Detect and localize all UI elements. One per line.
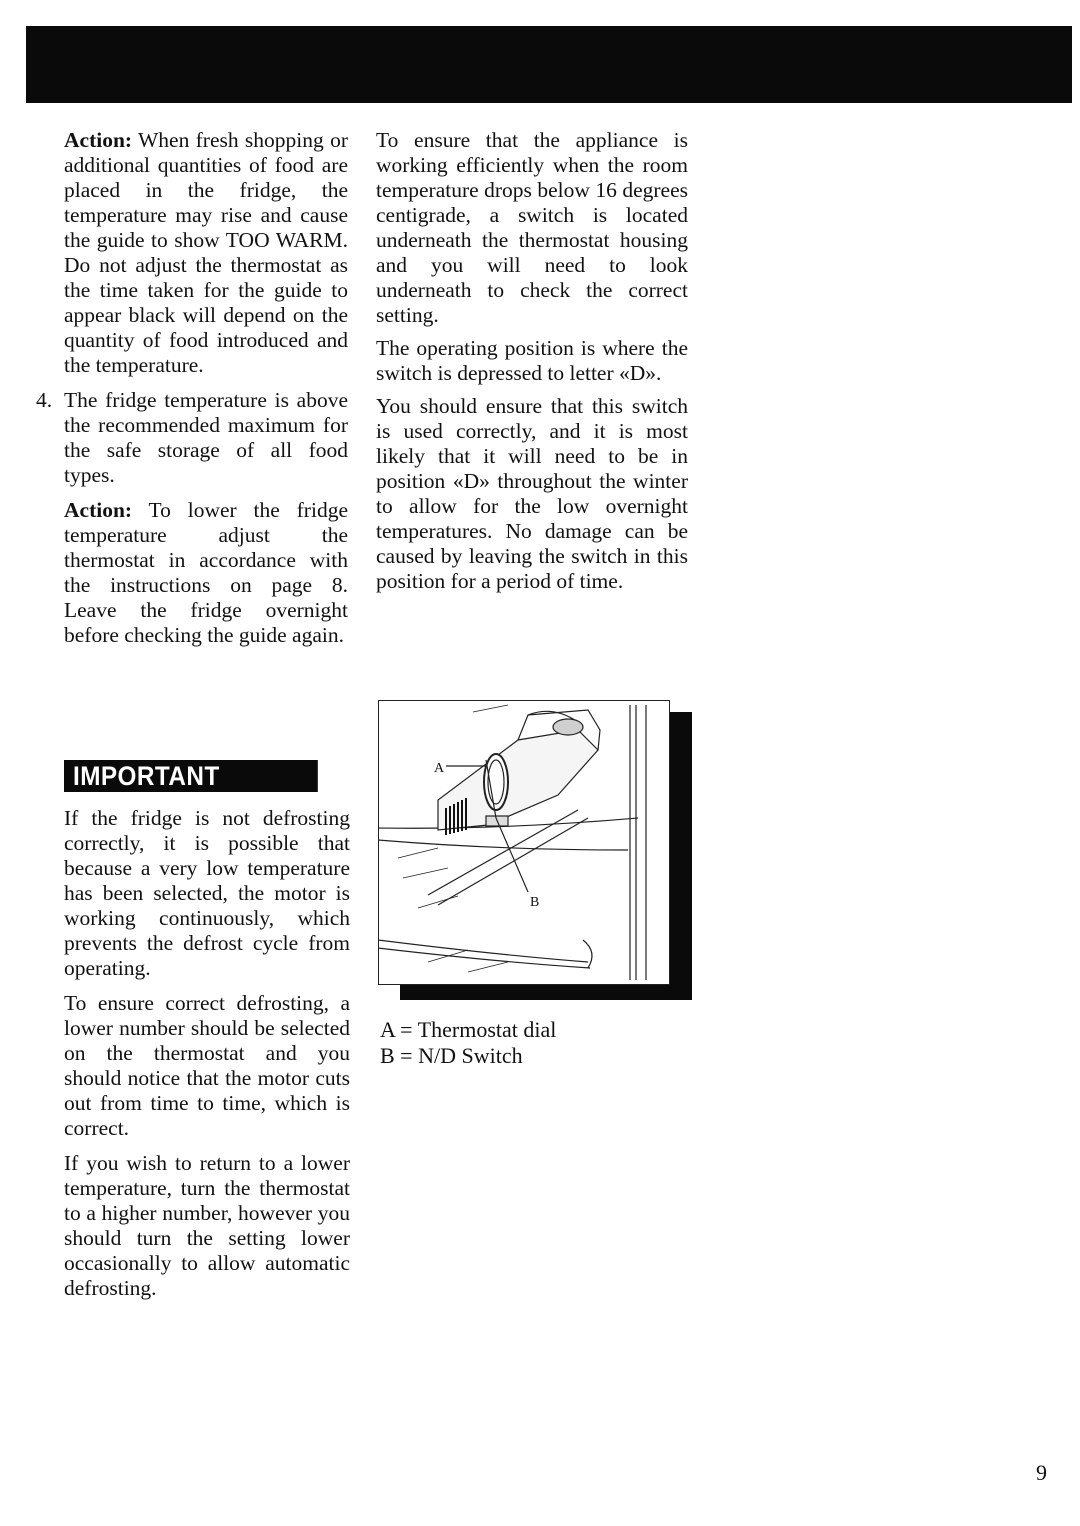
right-paragraph-2: The operating position is where the switch is depressed to letter «D». <box>376 336 688 385</box>
figure-label-a: A <box>434 761 445 776</box>
action-text: To lower the fridge temperature adjust the thermostat in accordance with the instructions on page 8. Leave the fridge overnight before checking the guide again. <box>64 498 348 647</box>
figure-legend <box>380 1017 556 1069</box>
item-number: 4. <box>36 388 53 412</box>
action-text: When fresh shopping or additional quantities of food are placed in the fridge, the temperature may rise and cause the guide to show TOO WARM. Do not adjust the thermostat as the time taken for the guide to appear black will depend on the quantity of food introduced and the temperature. <box>64 128 348 377</box>
thermostat-figure <box>378 700 692 1000</box>
important-paragraph-3: If you wish to return to a lower temperature, turn the thermostat to a higher number, however you should turn the setting lower occasionally to allow automatic defrosting. <box>64 1151 350 1300</box>
item-text: The fridge temperature is above the recommended maximum for the safe storage of all food types. <box>64 388 348 487</box>
right-column <box>376 128 688 602</box>
right-paragraph-1: To ensure that the appliance is working efficiently when the room temperature drops below 16 degrees centigrade, a switch is located underneath the thermostat housing and you will need to look underneath to check the correct setting. <box>376 128 688 327</box>
important-heading: IMPORTANT <box>64 760 318 792</box>
action-paragraph-1 <box>64 128 348 378</box>
important-section <box>64 806 350 1311</box>
numbered-item-4 <box>36 388 348 488</box>
legend-item-a: A = Thermostat dial <box>380 1017 557 1042</box>
important-paragraph-2: To ensure correct defrosting, a lower number should be selected on the thermostat and you should notice that the motor cuts out from time to time, which is correct. <box>64 991 350 1140</box>
thermostat-housing-illustration <box>378 700 670 985</box>
figure-label-b: B <box>530 895 540 910</box>
header-bar <box>26 26 1072 103</box>
left-column <box>36 128 348 658</box>
right-paragraph-3: You should ensure that this switch is used correctly, and it is most likely that it will need to be in position «D» throughout the winter to allow for the low overnight temperatures. No damage can be caused by leaving the switch in this position for a period of time. <box>376 394 688 593</box>
legend-item-b: B = N/D Switch <box>380 1043 523 1068</box>
action-label: Action: <box>64 128 133 152</box>
page-number: 9 <box>1036 1460 1047 1485</box>
action-label: Action: <box>64 498 133 522</box>
important-paragraph-1: If the fridge is not defrosting correctly, it is possible that because a very low temperature has been selected, the motor is working continuously, which prevents the defrost cycle from operating. <box>64 806 350 980</box>
action-paragraph-2 <box>64 498 348 648</box>
